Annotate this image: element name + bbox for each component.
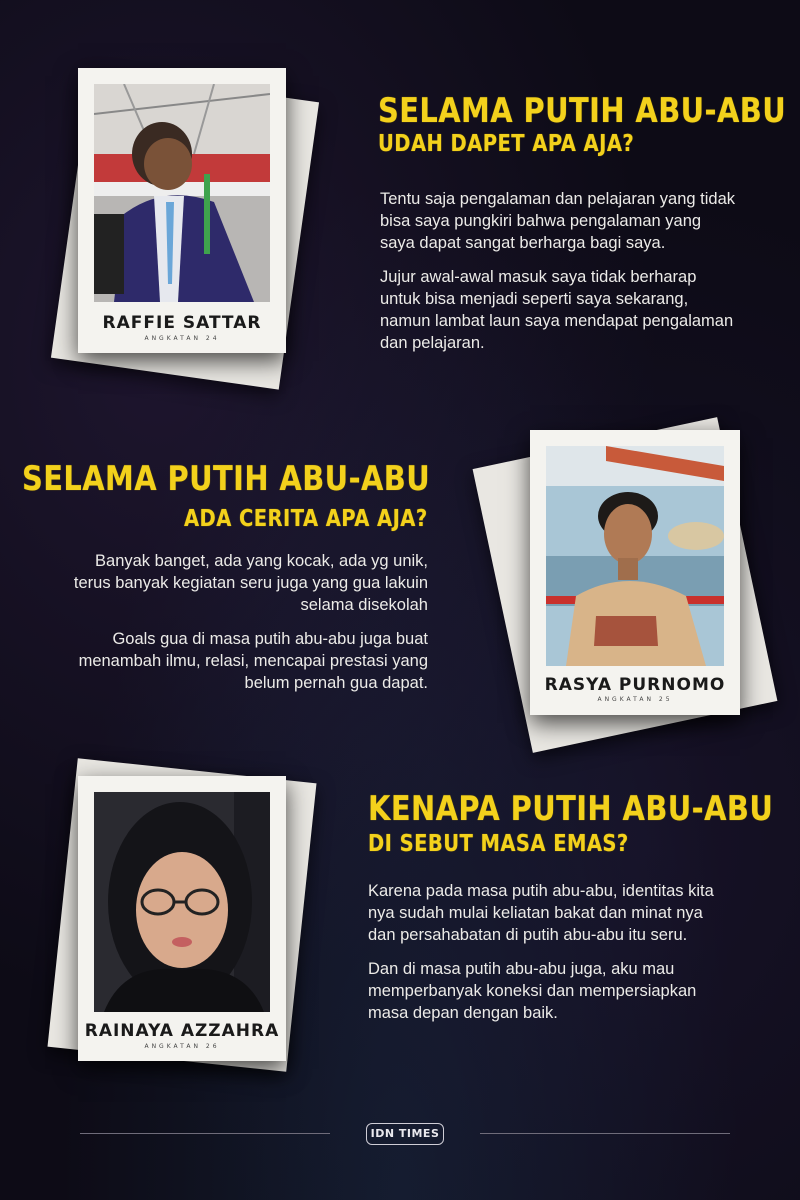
- person-name: RAFFIE SATTAR: [102, 313, 262, 333]
- paragraph: Dan di masa putih abu-abu juga, aku mau memperbanyak koneksi dan mempersiapkan masa depan dengan baik.: [368, 960, 697, 1022]
- polaroid-rasya: [530, 430, 740, 715]
- section-1-heading-line1: SELAMA PUTIH ABU-ABU: [378, 91, 787, 131]
- footer-divider-right: [480, 1133, 730, 1134]
- section-3-heading-line2: DI SEBUT MASA EMAS?: [368, 831, 629, 857]
- polaroid-rainaya: [78, 776, 286, 1061]
- person-batch: ANGKATAN 25: [597, 696, 673, 703]
- polaroid-raffie: [78, 68, 286, 353]
- section-2-heading-line1: SELAMA PUTIH ABU-ABU: [21, 459, 430, 499]
- photo-rainaya: [94, 792, 270, 1012]
- section-2-heading-line2: ADA CERITA APA AJA?: [184, 506, 428, 532]
- section-3-heading-line1: KENAPA PUTIH ABU-ABU: [368, 789, 774, 829]
- person-batch: ANGKATAN 24: [144, 335, 220, 342]
- person-name: RAINAYA AZZAHRA: [84, 1021, 280, 1041]
- paragraph: Banyak banget, ada yang kocak, ada yg unik, terus banyak kegiatan seru juga yang gua lakuin selama disekolah: [73, 552, 428, 614]
- person-name: RASYA PURNOMO: [544, 675, 726, 695]
- section-3-text: [368, 880, 728, 1036]
- section-2-text: [60, 550, 428, 706]
- paragraph: Jujur awal-awal masuk saya tidak berharap untuk bisa menjadi seperti saya sekarang, namun lambat laun saya mendapat pengalaman dan pelajaran.: [380, 268, 734, 352]
- brand-logo: IDN TIMES: [366, 1123, 444, 1145]
- photo-rasya: [546, 446, 724, 666]
- person-batch: ANGKATAN 26: [144, 1043, 220, 1050]
- section-1-heading-line2: UDAH DAPET APA AJA?: [378, 131, 635, 157]
- photo-raffie: [94, 84, 270, 302]
- footer-divider-left: [80, 1133, 330, 1134]
- paragraph: Tentu saja pengalaman dan pelajaran yang tidak bisa saya pungkiri bahwa pengalaman yang saya dapat sangat berharga bagi saya.: [380, 190, 736, 252]
- paragraph: Karena pada masa putih abu-abu, identitas kita nya sudah mulai keliatan bakat dan minat nya dan persahabatan di putih abu-abu itu seru.: [368, 882, 714, 944]
- paragraph: Goals gua di masa putih abu-abu juga buat menambah ilmu, relasi, mencapai prestasi yang belum pernah gua dapat.: [78, 630, 428, 692]
- section-1-text: [380, 188, 740, 366]
